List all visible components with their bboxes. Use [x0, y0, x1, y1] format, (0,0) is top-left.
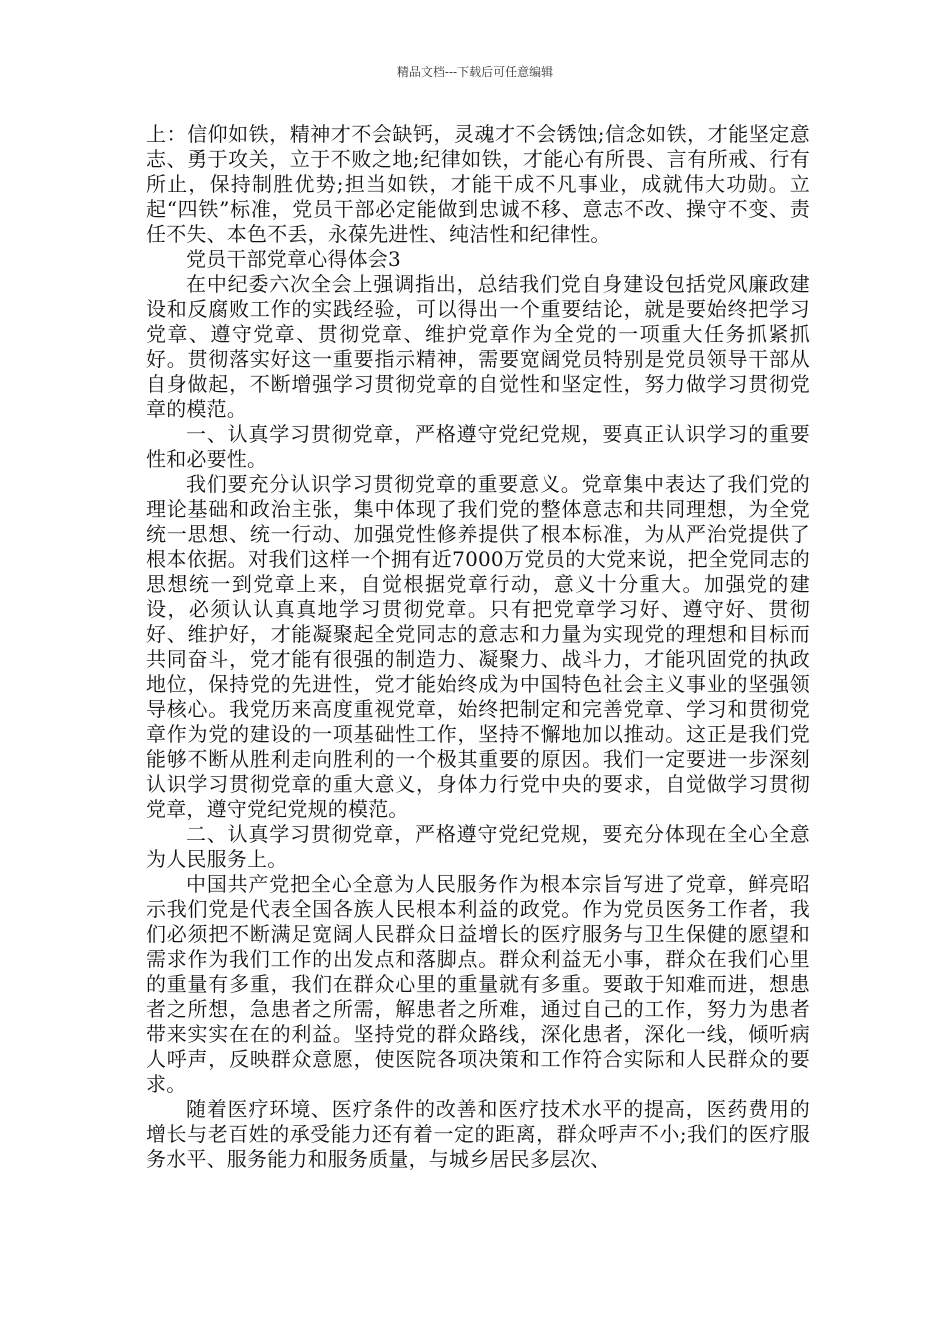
page-header: 精品文档---下载后可任意编辑 [396, 65, 554, 79]
paragraph: 中国共产党把全心全意为人民服务作为根本宗旨写进了党章，鲜亮昭示我们党是代表全国各族人民根本利益的政党。作为党员医务工作者，我们必须把不断满足宽阔人民群众日益增长的医疗服务与卫生保健的愿望和需求作为我们工作的出发点和落脚点。群众利益无小事，群众在我们心里的重量有多重，我们在群众心里的重量就有多重。要敢于知难而进，想患者之所想，急患者之所需，解患者之所难，通过自己的工作，努力为患者带来实实在在的利益。坚持党的群众路线，深化患者，深化一线，倾听病人呼声，反映群众意愿，使医院各项决策和工作符合实际和人民群众的要求。 [146, 872, 810, 1096]
paragraph: 在中纪委六次全会上强调指出，总结我们党自身建设包括党风廉政建设和反腐败工作的实践经验，可以得出一个重要结论，就是要始终把学习党章、遵守党章、贯彻党章、维护党章作为全党的一项重大任务抓紧抓好。贯彻落实好这一重要指示精神，需要宽阔党员特别是党员领导干部从自身做起，不断增强学习贯彻党章的自觉性和坚定性，努力做学习贯彻党章的模范。 [146, 272, 810, 421]
section-heading: 一、认真学习贯彻党章，严格遵守党纪党规，要真正认识学习的重要性和必要性。 [146, 422, 810, 471]
section-title: 党员干部党章心得体会3 [186, 247, 401, 271]
document-body [146, 122, 810, 1172]
paragraph: 我们要充分认识学习贯彻党章的重要意义。党章集中表达了我们党的理论基础和政治主张，集中体现了我们党的整体意志和共同理想，为全党统一思想、统一行动、加强党性修养提供了根本标准，为从严治党提供了根本依据。对我们这样一个拥有近7000万党员的大党来说，把全党同志的思想统一到党章上来，自觉根据党章行动，意义十分重大。加强党的建设，必须认认真真地学习贯彻党章。只有把党章学习好、遵守好、贯彻好、维护好，才能凝聚起全党同志的意志和力量为实现党的理想和目标而共同奋斗，党才能有很强的制造力、凝聚力、战斗力，才能巩固党的执政地位，保持党的先进性，党才能始终成为中国特色社会主义事业的坚强领导核心。我党历来高度重视党章，始终把制定和完善党章、学习和贯彻党章作为党的建设的一项基础性工作，坚持不懈地加以推动。这正是我们党能够不断从胜利走向胜利的一个极其重要的原因。我们一定要进一步深刻认识学习贯彻党章的重大意义，身体力行党中央的要求，自觉做学习贯彻党章，遵守党纪党规的模范。 [146, 472, 810, 821]
paragraph: 随着医疗环境、医疗条件的改善和医疗技术水平的提高，医药费用的增长与老百姓的承受能力还有着一定的距离，群众呼声不小;我们的医疗服务水平、服务能力和服务质量，与城乡居民多层次、 [146, 1097, 810, 1171]
paragraph: 上：信仰如铁，精神才不会缺钙，灵魂才不会锈蚀;信念如铁，才能坚定意志、勇于攻关，立于不败之地;纪律如铁，才能心有所畏、言有所戒、行有所止，保持制胜优势;担当如铁，才能干成不凡事业，成就伟大功勋。立起“四铁”标准，党员干部必定能做到忠诚不移、意志不改、操守不变、责任不失、本色不丢，永葆先进性、纯洁性和纪律性。 [146, 122, 810, 246]
section-heading: 二、认真学习贯彻党章，严格遵守党纪党规，要充分体现在全心全意为人民服务上。 [146, 822, 810, 871]
